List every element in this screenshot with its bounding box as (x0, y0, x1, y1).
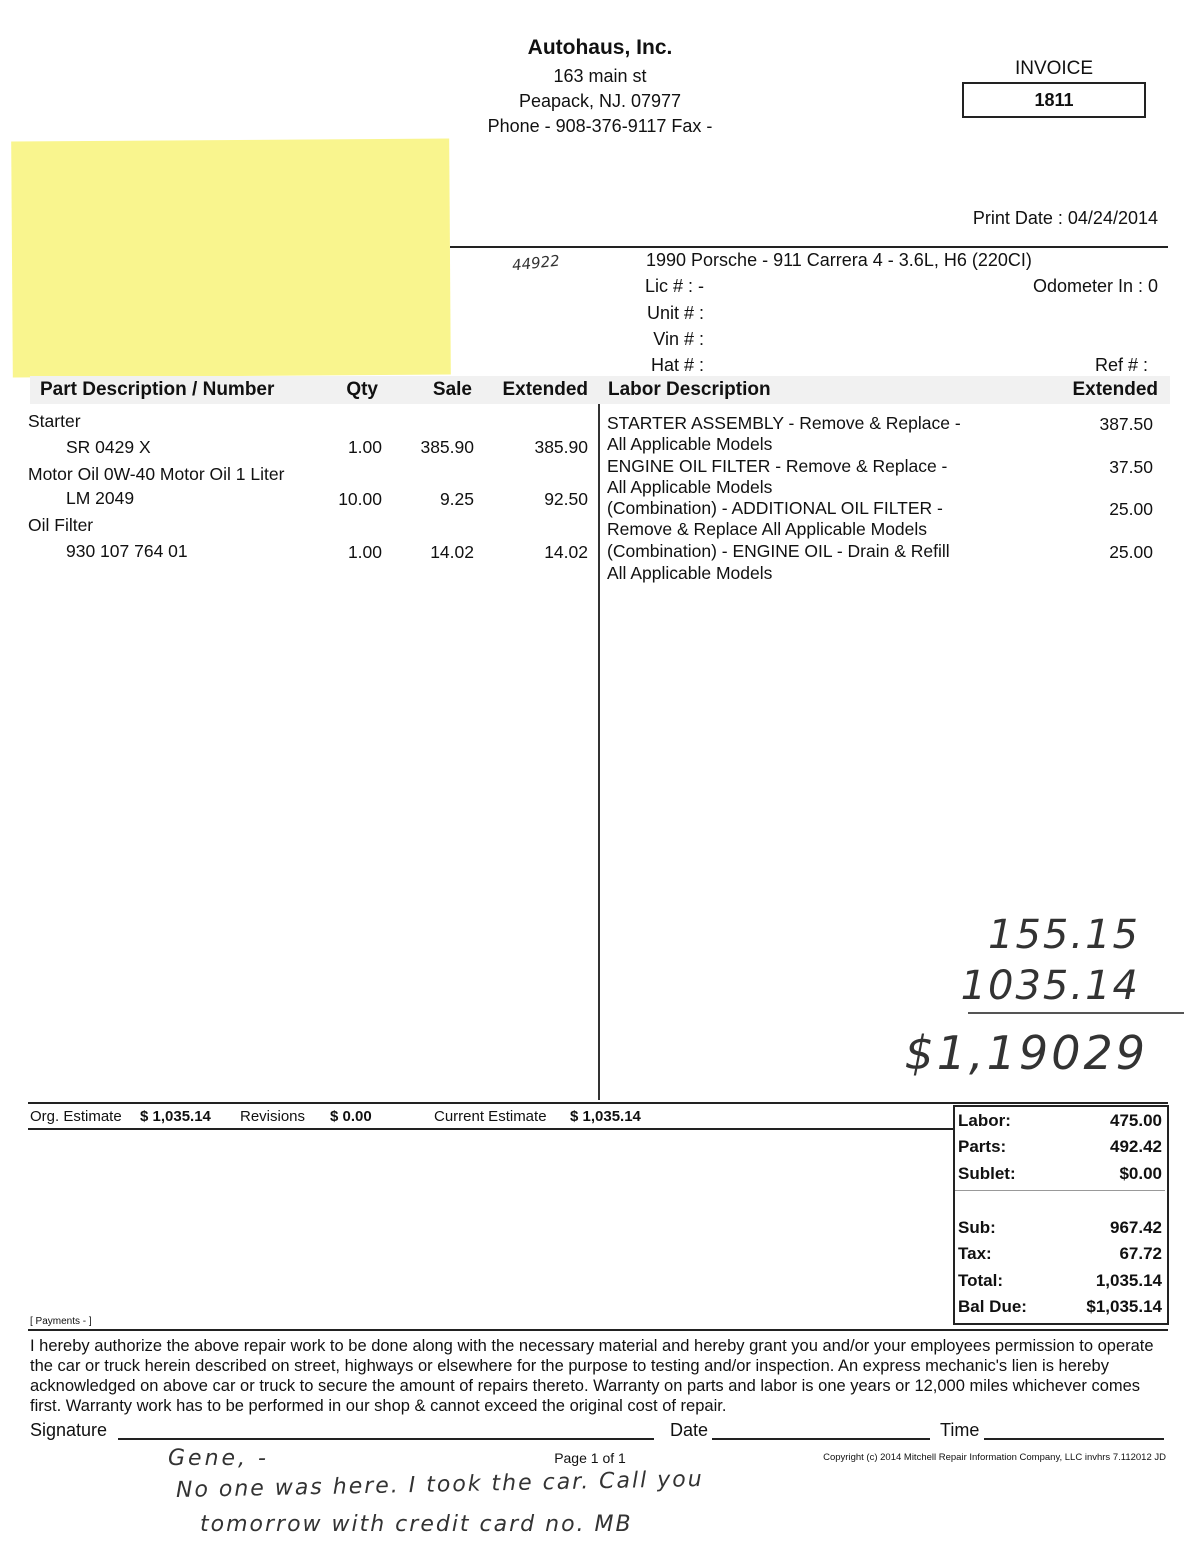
handwritten-note-line3: tomorrow with credit card no. MB (200, 1512, 633, 1537)
labor-extended: 387.50 (1099, 414, 1153, 434)
labor-line: (Combination) - ENGINE OIL - Drain & Refill (607, 541, 950, 561)
part-extended: 14.02 (544, 542, 588, 562)
handwritten-calc-line2: 1035.14 (960, 963, 1140, 1009)
tax: 67.72 (1119, 1244, 1162, 1263)
revisions-label: Revisions (240, 1108, 306, 1125)
print-date: Print Date : 04/24/2014 (972, 208, 1158, 228)
part-sale: 385.90 (420, 437, 474, 457)
header-sale: Sale (432, 379, 472, 400)
vehicle-hat: Hat # : (650, 355, 704, 375)
header-divider (450, 246, 1168, 248)
labor-line: STARTER ASSEMBLY - Remove & Replace - (607, 413, 961, 433)
handwritten-note-line1: Gene, - (168, 1446, 269, 1471)
part-extended: 92.50 (544, 489, 588, 509)
labor-line: All Applicable Models (607, 563, 773, 583)
date-label: Date (670, 1420, 709, 1440)
payments-label: [ Payments - ] (30, 1316, 92, 1327)
vehicle-unit: Unit # : (646, 303, 704, 323)
signature-line (118, 1438, 654, 1440)
labor-line: (Combination) - ADDITIONAL OIL FILTER - (607, 498, 943, 518)
sublet-total-label: Sublet: (958, 1164, 1016, 1183)
page-number: Page 1 of 1 (554, 1450, 626, 1466)
subtotal: 967.42 (1110, 1218, 1162, 1237)
org-estimate-label: Org. Estimate (30, 1108, 122, 1125)
parts-total: 492.42 (1110, 1137, 1162, 1156)
handwritten-calc-line3: $1,19029 (904, 1026, 1148, 1080)
labor-extended: 25.00 (1109, 542, 1153, 562)
labor-total: 475.00 (1110, 1111, 1162, 1130)
part-number: LM 2049 (66, 488, 135, 508)
estimate-top-rule (28, 1102, 1168, 1104)
labor-extended: 37.50 (1109, 457, 1153, 477)
labor-total-label: Labor: (958, 1111, 1011, 1130)
subtotal-label: Sub: (958, 1218, 996, 1237)
vehicle-description: 1990 Porsche - 911 Carrera 4 - 3.6L, H6 (220CI) (646, 250, 1032, 270)
parts-total-label: Parts: (958, 1137, 1007, 1156)
tax-label: Tax: (958, 1244, 992, 1263)
org-estimate-value: $ 1,035.14 (140, 1108, 211, 1125)
labor-line: Remove & Replace All Applicable Models (607, 519, 928, 539)
vehicle-lic: Lic # : - (644, 276, 704, 296)
part-extended: 385.90 (534, 437, 588, 457)
signature-label: Signature (30, 1420, 108, 1440)
header-labor-description: Labor Description (608, 379, 771, 400)
part-sale: 9.25 (439, 489, 474, 509)
part-qty: 1.00 (347, 542, 382, 562)
totals-divider (955, 1190, 1165, 1191)
handwritten-note-line2: No one was here. I took the car. Call you (175, 1466, 704, 1503)
vehicle-vin: Vin # : (653, 329, 704, 349)
vehicle-ref: Ref # : (1094, 355, 1148, 375)
date-line (712, 1438, 930, 1440)
part-name: Oil Filter (28, 515, 94, 535)
invoice-number: 1811 (962, 82, 1146, 118)
labor-line: ENGINE OIL FILTER - Remove & Replace - (607, 456, 948, 476)
header-part-description: Part Description / Number (40, 379, 275, 400)
total: 1,035.14 (1095, 1271, 1162, 1290)
balance-due: $1,035.14 (1086, 1297, 1162, 1316)
balance-due-label: Bal Due: (958, 1297, 1027, 1316)
part-number: SR 0429 X (66, 437, 151, 457)
current-estimate-label: Current Estimate (434, 1108, 547, 1125)
time-line (984, 1438, 1164, 1440)
handwritten-number: 44922 (511, 251, 561, 275)
sticky-note (11, 138, 451, 377)
copyright-notice: Copyright (c) 2014 Mitchell Repair Information Company, LLC invhrs 7.112012 JD (823, 1452, 1166, 1463)
company-phone: Phone - 908-376-9117 Fax - (487, 116, 713, 136)
part-number: 930 107 764 01 (66, 541, 188, 561)
sublet-total: $0.00 (1119, 1164, 1162, 1183)
time-label: Time (940, 1420, 980, 1440)
part-qty: 10.00 (338, 489, 382, 509)
labor-extended: 25.00 (1109, 499, 1153, 519)
vehicle-odometer: Odometer In : 0 (1032, 276, 1158, 296)
handwritten-sum-line (968, 1012, 1184, 1014)
company-name: Autohaus, Inc. (527, 36, 673, 59)
part-sale: 14.02 (430, 542, 474, 562)
header-qty: Qty (346, 379, 378, 400)
company-address-line1: 163 main st (553, 66, 647, 86)
estimate-bottom-rule (28, 1128, 953, 1130)
header-parts-extended: Extended (502, 379, 588, 400)
total-label: Total: (958, 1271, 1004, 1290)
invoice-label: INVOICE (1014, 58, 1094, 79)
labor-line: All Applicable Models (607, 434, 773, 454)
part-name: Motor Oil 0W-40 Motor Oil 1 Liter (28, 464, 285, 484)
part-name: Starter (28, 411, 81, 431)
footer-rule (28, 1329, 1168, 1331)
header-labor-extended: Extended (1072, 379, 1158, 400)
column-divider (598, 404, 600, 1100)
labor-line: All Applicable Models (607, 477, 773, 497)
current-estimate-value: $ 1,035.14 (570, 1108, 641, 1125)
revisions-value: $ 0.00 (330, 1108, 372, 1125)
authorization-disclaimer: I hereby authorize the above repair work to be done along with the necessary material and hereby grant you and/or your employees permission to operate the car or truck herein described on street, highways or elsewhere for the purpose to testing and/or inspection. An express mechanic's lien is hereby acknowledged on above car or truck to secure the amount of repairs thereto. Warranty on parts and labor is one years or 12,000 miles whichever comes first. Warranty work has to be performed in our shop & cannot exceed the original cost of repair. (30, 1337, 1154, 1415)
part-qty: 1.00 (347, 437, 382, 457)
company-address-line2: Peapack, NJ. 07977 (518, 91, 682, 111)
handwritten-calc-line1: 155.15 (988, 912, 1140, 958)
